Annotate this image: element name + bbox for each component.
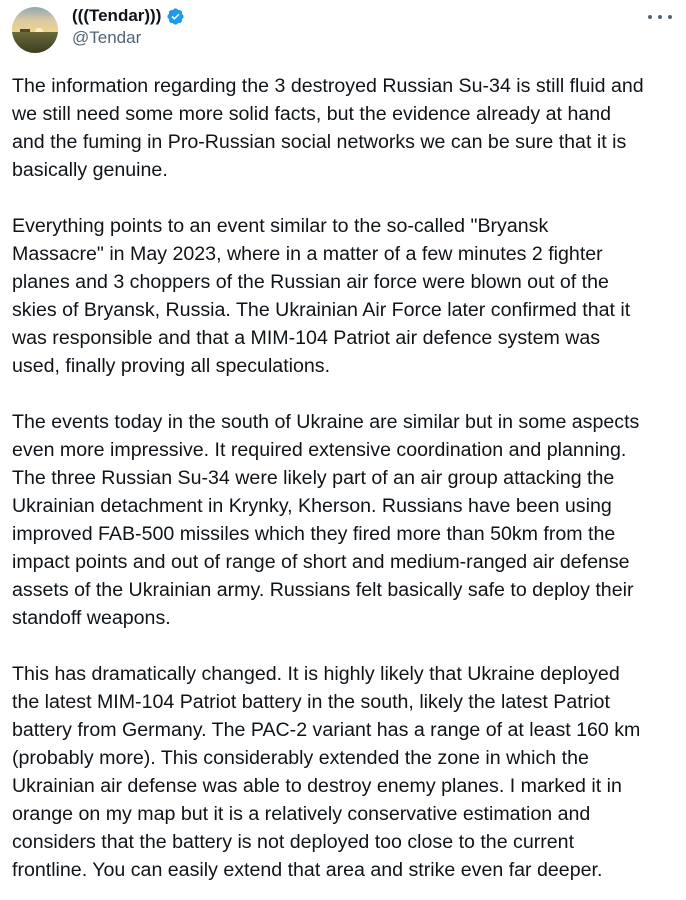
more-dot	[658, 15, 662, 19]
avatar-sunset-field-icon	[12, 7, 58, 53]
text-line: frontline. You can easily extend that area and strike even far deeper.	[12, 859, 603, 881]
text-line: improved FAB-500 missiles which they fired more than 50km from the	[12, 523, 616, 545]
text-line: The events today in the south of Ukraine are similar but in some aspects	[12, 411, 640, 433]
more-dot	[648, 15, 652, 19]
tweet-paragraph-2	[12, 212, 680, 380]
tweet-header	[12, 5, 686, 65]
tweet-paragraph-3	[12, 408, 680, 632]
text-line: the latest MIM-104 Patriot battery in the south, likely the latest Patriot	[12, 691, 610, 713]
text-line: used, finally proving all speculations.	[12, 355, 331, 377]
text-line: This has dramatically changed. It is highly likely that Ukraine deployed	[12, 663, 620, 685]
more-dot	[668, 15, 672, 19]
text-line: planes and 3 choppers of the Russian air force were blown out of the	[12, 271, 609, 293]
text-line: (probably more). This considerably extended the zone in which the	[12, 747, 589, 769]
author-handle[interactable]: @Tendar	[72, 28, 142, 47]
text-line: Ukrainian detachment in Krynky, Kherson. Russians have been using	[12, 495, 612, 517]
tweet-text	[12, 72, 680, 884]
text-line: orange on my map but it is a relatively conservative estimation and	[12, 803, 591, 825]
text-line: and the fuming in Pro-Russian social networks we can be sure that it is	[12, 131, 627, 153]
text-line: we still need some more solid facts, but the evidence already at hand	[12, 103, 612, 125]
verified-badge-icon[interactable]	[166, 7, 185, 26]
text-line: considers that the battery is not deployed too close to the current	[12, 831, 575, 853]
text-line: was responsible and that a MIM-104 Patriot air defence system was	[12, 327, 601, 349]
display-name-row	[72, 5, 185, 27]
tweet-paragraph-4	[12, 660, 680, 884]
display-name[interactable]: (((Tendar)))	[72, 6, 162, 25]
text-line: battery from Germany. The PAC-2 variant has a range of at least 160 km	[12, 719, 641, 741]
text-line: impact points and out of range of short and medium-ranged air defense	[12, 551, 630, 573]
text-line: even more impressive. It required extensive coordination and planning.	[12, 439, 627, 461]
text-line: Ukrainian air defense was able to destroy enemy planes. I marked it in	[12, 775, 622, 797]
text-line: Massacre" in May 2023, where in a matter of a few minutes 2 fighter	[12, 243, 603, 265]
text-line: Everything points to an event similar to the so-called "Bryansk	[12, 215, 549, 237]
author-names	[72, 5, 185, 49]
avatar[interactable]	[12, 7, 58, 53]
text-line: standoff weapons.	[12, 607, 171, 629]
text-line: The information regarding the 3 destroyed Russian Su-34 is still fluid and	[12, 75, 644, 97]
more-dots-icon[interactable]	[648, 9, 672, 25]
tweet-paragraph-1	[12, 72, 680, 184]
text-line: basically genuine.	[12, 159, 168, 181]
text-line: skies of Bryansk, Russia. The Ukrainian Air Force later confirmed that it	[12, 299, 631, 321]
text-line: The three Russian Su-34 were likely part of an air group attacking the	[12, 467, 615, 489]
text-line: assets of the Ukrainian army. Russians felt basically safe to deploy their	[12, 579, 634, 601]
